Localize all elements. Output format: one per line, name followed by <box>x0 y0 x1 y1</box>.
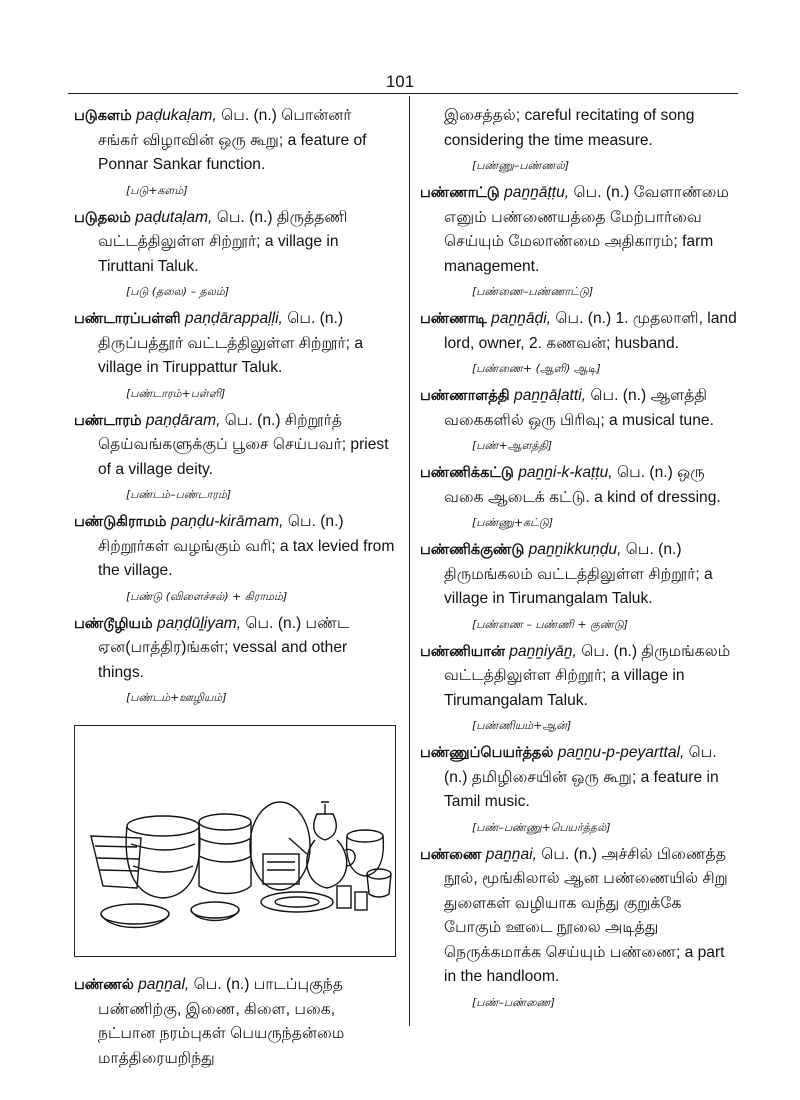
dictionary-entry <box>74 307 396 381</box>
headword: படுகளம் <box>74 108 132 124</box>
transliteration: paṉṉu-p-peyarttal, <box>557 744 685 761</box>
etymology: [பண்ணை – பண்ணி + குண்டு] <box>472 617 628 631</box>
etymology: [பண்ணை+ (ஆளி) ஆடி] <box>472 362 601 375</box>
left-column <box>74 104 396 1071</box>
definition: பெ. (n.) 1. முதலாளி, land lord, owner, 2. கணவன்; husband. <box>444 310 737 352</box>
transliteration: paṇḍārappaḷḷi, <box>184 310 283 327</box>
dictionary-entry <box>74 612 396 686</box>
etymology: [படு (தலை) – தலம்] <box>126 285 230 298</box>
etymology: [பண்டம்–பண்டாரம்] <box>126 488 232 501</box>
transliteration: paṇḍāram, <box>145 411 221 429</box>
dictionary-entry <box>74 973 396 1071</box>
transliteration: paṉṉikkuṇḍu, <box>528 541 622 558</box>
etymology: [பண்+ஆளத்தி] <box>472 439 552 452</box>
etymology: [பண்ணு–பண்ணல்] <box>472 159 570 172</box>
definition: பெ. (n.) ஆளத்தி வகைகளில் ஒரு பிரிவு; a musical tune. <box>444 387 714 429</box>
etymology: [பண்டம்+ஊழியம்] <box>126 691 227 704</box>
etymology: [பண்டாரம்+பள்ளி] <box>126 386 226 400</box>
transliteration: paḍukaḷam, <box>136 107 217 124</box>
right-column <box>420 104 738 1018</box>
headword: பண்டாரப்பள்ளி <box>74 311 181 327</box>
transliteration: paṉṉāḍi, <box>491 310 551 327</box>
vessels-icon <box>75 726 395 956</box>
headword: பண்ணாளத்தி <box>420 388 510 404</box>
definition: பெ. (n.) பொன்னர் சங்கர் விழாவின் ஒரு கூறு; a feature of Ponnar Sankar function. <box>98 107 367 173</box>
headword: பண்டூழியம் <box>74 615 153 632</box>
transliteration: paḍutaḷam, <box>135 208 213 226</box>
headword: பண்ணாட்டு <box>420 185 500 201</box>
dictionary-entry <box>74 104 396 178</box>
dictionary-entry <box>420 640 738 714</box>
dictionary-entry <box>420 741 738 815</box>
dictionary-entry <box>420 538 738 612</box>
definition: பெ. (n.) தமிழிசையின் ஒரு கூறு; a feature in Tamil music. <box>444 744 719 810</box>
headword: பண்ணாடி <box>420 311 487 327</box>
definition: பெ. (n.) திருப்பத்தூர் வட்டத்திலுள்ள சிற்றூர்; a village in Tiruppattur Taluk. <box>98 310 363 376</box>
definition: பெ. (n.) சிற்றூர்கள் வழங்கும் வரி; a tax levied from the village. <box>98 513 395 579</box>
dictionary-entry <box>74 206 396 280</box>
dictionary-entry <box>420 181 738 279</box>
transliteration: paṉṉi-k-kaṭṭu, <box>518 464 613 481</box>
definition: பெ. (n.) திருமங்கலம் வட்டத்திலுள்ள சிற்றூர்; a village in Tirumangalam Taluk. <box>444 541 713 607</box>
vessels-illustration <box>74 725 396 957</box>
headword: படுதலம் <box>74 209 131 226</box>
etymology: [படு+களம்] <box>126 183 188 197</box>
definition: பெ. (n.) ஒரு வகை ஆடைக் கட்டு. a kind of dressing. <box>444 464 721 506</box>
transliteration: paṉṉal, <box>138 976 190 993</box>
transliteration: paṇḍu-kirāmam, <box>170 513 284 530</box>
definition: பெ. (n.) திருத்தணி வட்டத்திலுள்ள சிற்றூர்; a village in Tiruttani Taluk. <box>98 208 348 275</box>
headword: பண்ணுப்பெயர்த்தல் <box>420 745 554 761</box>
definition: பெ. (n.) வேளாண்மை எனும் பண்ணையத்தை மேற்பார்வை செய்யும் மேலாண்மை அதிகாரம்; farm management. <box>444 184 729 275</box>
definition: பெ. (n.) பாடப்புகுந்த பண்ணிற்கு, இணை, கிளை, பகை, நட்பான நரம்புகள் பெயருந்தன்மை மாத்திரையறிந்து <box>98 976 345 1067</box>
etymology: [பண்–பண்ணு+பெயர்த்தல்] <box>472 820 611 834</box>
etymology: [பண்ணை–பண்ணாட்டு] <box>472 285 594 298</box>
headword: பண்ணியான் <box>420 643 505 660</box>
entry-continuation: இசைத்தல்; careful recitating of song considering the time measure. <box>444 107 695 149</box>
transliteration: paṉṉiyāṉ, <box>509 642 577 660</box>
etymology: [பண்ணு+கட்டு] <box>472 516 554 529</box>
definition: பெ. (n.) திருமங்கலம் வட்டத்திலுள்ள சிற்றூர்; a village in Tirumangalam Taluk. <box>444 642 731 709</box>
etymology: [பண்டு (விளைச்சல்) + கிராமம்] <box>126 589 288 603</box>
dictionary-entry <box>74 510 396 584</box>
dictionary-entry <box>420 384 738 433</box>
transliteration: paṉṉāḷatti, <box>514 387 586 404</box>
headword: பண்ணை <box>420 846 482 863</box>
etymology: [பண்ணியம்+ஆன்] <box>472 719 572 732</box>
etymology: [பண்–பண்ணை] <box>472 995 555 1009</box>
headword: பண்ணிக்கட்டு <box>420 465 514 481</box>
headword: பண்டுகிராமம் <box>74 514 167 530</box>
transliteration: paṇḍūḻiyam, <box>156 614 242 632</box>
definition: பெ. (n.) பண்ட ஏன(பாத்திர)ங்கள்; vessal and other things. <box>98 614 350 681</box>
dictionary-entry <box>420 843 738 990</box>
headword: பண்ணிக்குண்டு <box>420 542 525 558</box>
page-number: 101 <box>385 72 415 91</box>
left-entries <box>74 104 396 707</box>
definition: பெ. (n.) அச்சில் பிணைத்த நூல், மூங்கிலால் ஆன பண்ணையில் சிறு துளைகள் வழியாக வந்து குறுக்கே போகும் ஊடை நூலை அடித்து நெருக்கமாக்க செய்யும் பண்ணை; a part in the handloom. <box>444 845 728 985</box>
dictionary-entry <box>420 461 738 510</box>
dictionary-entry <box>420 307 738 356</box>
dictionary-entry <box>74 409 396 483</box>
column-divider <box>409 96 410 1026</box>
definition: பெ. (n.) சிற்றூர்த் தெய்வங்களுக்குப் பூசை செய்பவர்; priest of a village deity. <box>98 411 389 478</box>
transliteration: paṉṉai, <box>485 845 537 863</box>
headword: பண்டாரம் <box>74 412 142 429</box>
header-rule <box>68 93 738 94</box>
transliteration: paṉṉāṭṭu, <box>504 184 570 201</box>
headword: பண்ணல் <box>74 977 134 993</box>
